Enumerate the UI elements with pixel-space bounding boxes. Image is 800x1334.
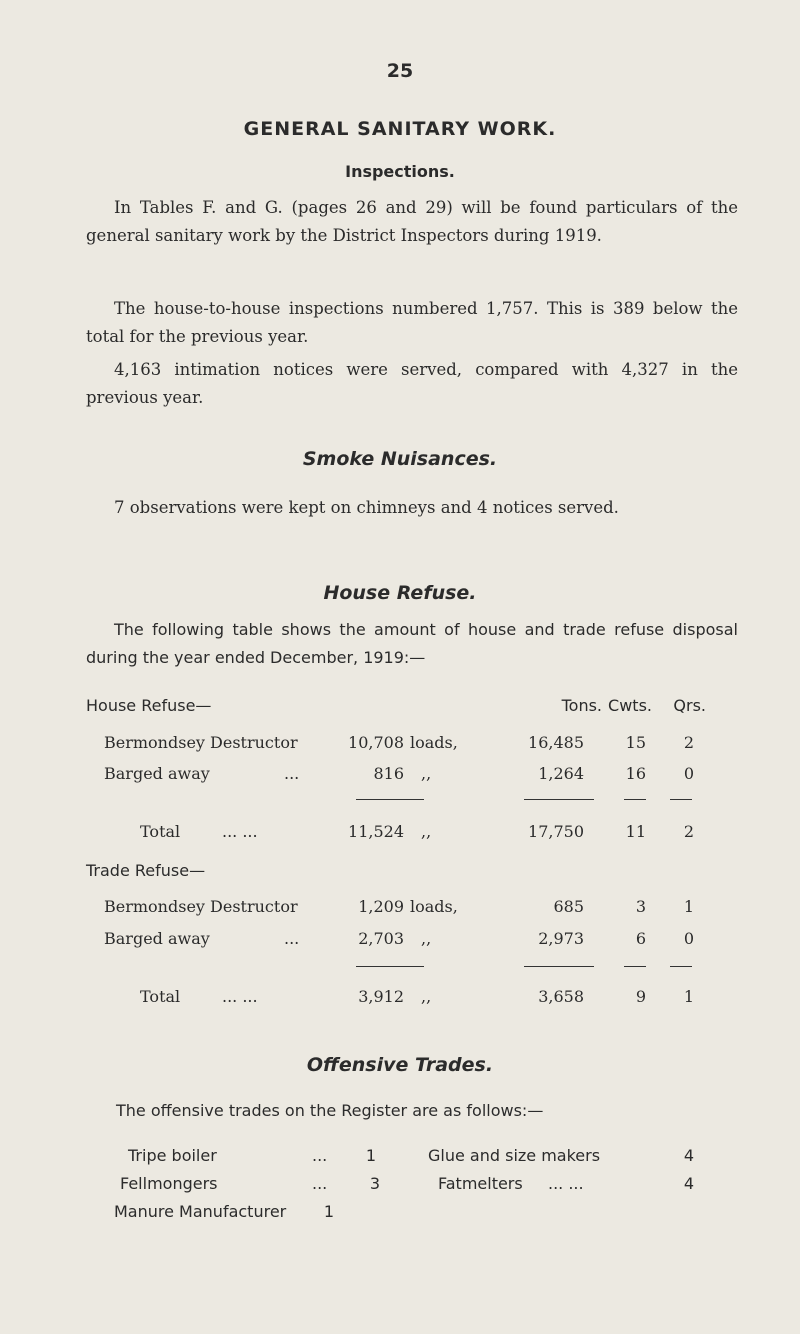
inspections-paragraph-2 [86, 295, 738, 351]
trade-count: 3 [369, 1174, 380, 1193]
smoke-paragraph [86, 494, 738, 522]
row-unit: loads, [410, 897, 458, 916]
row-dots: ... [284, 929, 300, 948]
row-qrs: 1 [683, 897, 694, 916]
trade-count: 4 [683, 1174, 694, 1193]
subtotal-rule [524, 799, 594, 800]
total-row [0, 822, 800, 848]
inspections-paragraph-3-text: 4,163 intimation notices were served, compared with 4,327 in the previous year. [86, 360, 738, 407]
house-refuse-intro [86, 616, 738, 672]
tons-header: Tons. [561, 696, 602, 715]
row-name: Bermondsey Destructor [104, 733, 298, 752]
table-row [0, 929, 800, 955]
row-tons: 2,973 [538, 929, 584, 948]
trade-refuse-label: Trade Refuse— [86, 861, 206, 880]
inspections-paragraph-1-text: In Tables F. and G. (pages 26 and 29) will be found particulars of the general sanitary work by the District Inspectors during 1919. [86, 198, 738, 245]
total-tons: 17,750 [528, 822, 584, 841]
inspections-heading: Inspections. [345, 162, 455, 181]
row-qrs: 0 [683, 929, 694, 948]
trade-name: Tripe boiler [128, 1146, 217, 1165]
total-cwts: 9 [635, 987, 646, 1006]
offensive-intro-row [0, 1101, 800, 1127]
row-unit: ,, [421, 987, 432, 1006]
list-item [0, 1202, 800, 1228]
subtotal-rule [356, 966, 424, 967]
total-loads: 11,524 [348, 822, 404, 841]
trade-dots: ... [312, 1174, 328, 1193]
offensive-intro: The offensive trades on the Register are as follows:— [116, 1101, 544, 1120]
table-row [0, 764, 800, 790]
subtotal-rule [524, 966, 594, 967]
row-dots: ... ... [222, 987, 258, 1006]
total-qrs: 1 [683, 987, 694, 1006]
table-row [0, 897, 800, 923]
trade-count: 1 [323, 1202, 334, 1221]
smoke-paragraph-text: 7 observations were kept on chimneys and 4 notices served. [114, 498, 619, 517]
row-tons: 16,485 [528, 733, 584, 752]
house-refuse-intro-text: The following table shows the amount of house and trade refuse disposal during the year ended December, 1919:— [86, 620, 738, 667]
row-qrs: 0 [683, 764, 694, 783]
subtotal-rule [624, 966, 646, 967]
smoke-nuisances-heading: Smoke Nuisances. [302, 448, 498, 470]
total-cwts: 11 [625, 822, 646, 841]
list-item [0, 1146, 800, 1172]
row-name: Bermondsey Destructor [104, 897, 298, 916]
row-qrs: 2 [683, 733, 694, 752]
trade-name: Fellmongers [120, 1174, 218, 1193]
subtotal-rule [670, 799, 692, 800]
trade-dots: ... ... [548, 1174, 584, 1193]
row-cwts: 6 [635, 929, 646, 948]
inspections-paragraph-2-text: The house-to-house inspections numbered 1,757. This is 389 below the total for the previous year. [86, 299, 738, 346]
subtotal-rule [670, 966, 692, 967]
refuse-table-header [0, 696, 800, 722]
row-loads: 1,209 [358, 897, 404, 916]
trade-dots: ... [312, 1146, 328, 1165]
row-unit: ,, [421, 929, 432, 948]
trade-name: Fatmelters [438, 1174, 523, 1193]
row-tons: 1,264 [538, 764, 584, 783]
total-tons: 3,658 [538, 987, 584, 1006]
inspections-paragraph-3 [86, 356, 738, 412]
row-dots: ... [284, 764, 300, 783]
trade-refuse-label-row [0, 861, 800, 887]
row-dots: ... ... [222, 822, 258, 841]
offensive-trades-heading: Offensive Trades. [306, 1054, 494, 1076]
row-unit: ,, [421, 764, 432, 783]
trade-name: Glue and size makers [428, 1146, 601, 1165]
subtotal-rule [624, 799, 646, 800]
row-name: Barged away [104, 764, 210, 783]
subtotal-rule [356, 799, 424, 800]
qrs-header: Qrs. [673, 696, 706, 715]
trade-count: 4 [683, 1146, 694, 1165]
row-loads: 10,708 [348, 733, 404, 752]
row-cwts: 15 [625, 733, 646, 752]
list-item [0, 1174, 800, 1200]
house-refuse-heading: House Refuse. [323, 582, 477, 604]
cwts-header: Cwts. [608, 696, 652, 715]
trade-count: 1 [365, 1146, 376, 1165]
house-refuse-label: House Refuse— [86, 696, 212, 715]
row-cwts: 16 [625, 764, 646, 783]
total-loads: 3,912 [358, 987, 404, 1006]
row-cwts: 3 [635, 897, 646, 916]
row-loads: 2,703 [358, 929, 404, 948]
inspections-paragraph-1 [86, 194, 738, 250]
row-tons: 685 [553, 897, 584, 916]
page-title: GENERAL SANITARY WORK. [243, 118, 557, 140]
total-row [0, 987, 800, 1013]
row-unit: ,, [421, 822, 432, 841]
row-name: Barged away [104, 929, 210, 948]
page-number: 25 [386, 60, 414, 82]
row-loads: 816 [373, 764, 404, 783]
total-label: Total [140, 822, 181, 841]
row-unit: loads, [410, 733, 458, 752]
total-qrs: 2 [683, 822, 694, 841]
trade-name: Manure Manufacturer [114, 1202, 287, 1221]
table-row [0, 733, 800, 759]
total-label: Total [140, 987, 181, 1006]
